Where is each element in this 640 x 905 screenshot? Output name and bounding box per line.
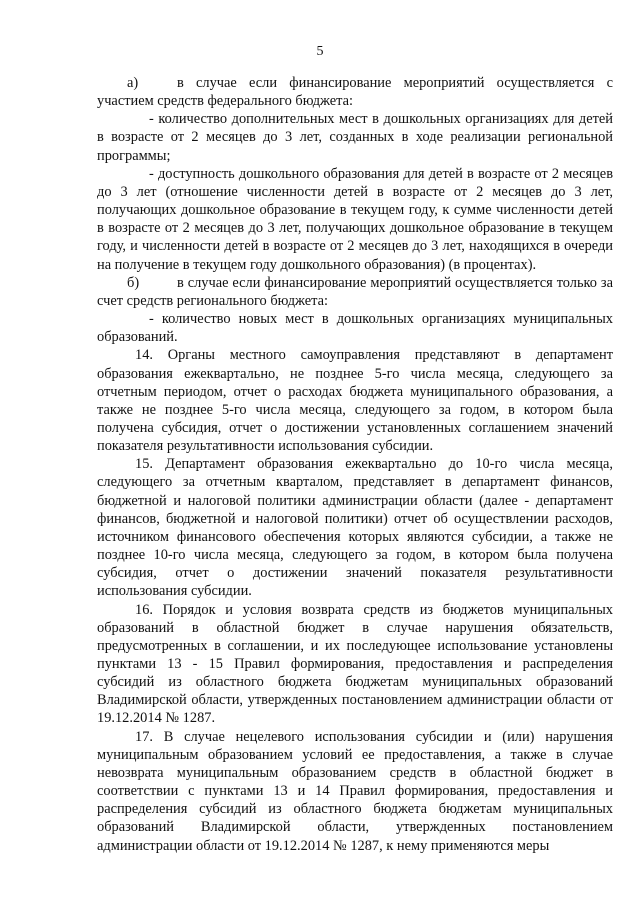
paragraph-text: в случае если финансирование мероприятий осуществляется с участием средств федерального бюджета: [97,75,613,110]
paragraph-text: в случае если финансирование мероприятий осуществляется только за счет средств регионального бюджета: [97,274,613,309]
paragraph-dash-item: - доступность дошкольного образования для детей в возрасте от 2 месяцев до 3 лет (отношение численности детей в возрасте от 2 месяцев до 3 лет, получающих дошкольное образование в текущем году, к сумме численности детей в возрасте от 2 месяцев до 3 лет, получающих дошкольное образование в текущем году, и численности детей в возрасте от 2 месяцев до 3 лет, находящихся в очереди на получение в текущем году дошкольного образования) (в процентах). [97,165,613,273]
document-body [97,74,613,855]
paragraph-a [97,74,613,110]
paragraph-b [97,274,613,310]
paragraph-dash-item: - количество новых мест в дошкольных организациях муниципальных образований. [97,311,613,346]
paragraph-17: 17. В случае нецелевого использования субсидии и (или) нарушения муниципальным образованием условий ее предоставления, а также в случае невозврата муниципальным образованием средств в областной бюджет в соответствии с пунктами 13 и 14 Правил формирования, предоставления и распределения субсидий из областного бюджета бюджетам муниципальных образований Владимирской области, утвержденных постановлением администрации области от 19.12.2014 № 1287, к нему применяются меры [97,728,613,854]
paragraph-15: 15. Департамент образования ежеквартально до 10-го числа месяца, следующего за отчетным кварталом, представляет в департамент финансов, бюджетной и налоговой политики администрации области (далее - департамент финансов, бюджетной и налоговой политики) отчет об осуществлении расходов, источником финансового обеспечения которых являются субсидии, а также не позднее 10-го числа месяца, следующего за годом, в котором была получена субсидия, отчет о достижении значений показателя результативности использования субсидии. [97,456,613,600]
paragraph-16: 16. Порядок и условия возврата средств из бюджетов муниципальных образований в областной бюджет в случае нарушения обязательств, предусмотренных в соглашении, и их последующее использование установлены пунктами 13 - 15 Правил формирования, предоставления и распределения субсидий из областного бюджета бюджетам муниципальных образований Владимирской области, утвержденных постановлением администрации области от 19.12.2014 № 1287. [97,601,613,727]
paragraph-label: б) [127,274,140,291]
paragraph-dash-item: - количество дополнительных мест в дошкольных организациях для детей в возрасте от 2 месяцев до 3 лет, созданных в ходе реализации региональной программы; [97,111,613,164]
paragraph-label: а) [127,75,139,91]
page-number: 5 [316,44,324,59]
paragraph-14: 14. Органы местного самоуправления представляют в департамент образования ежеквартально, не позднее 5-го числа месяца, следующего за отчетным периодом, отчет о расходах бюджета муниципального образования, а также не позднее 5-го числа месяца, следующего за годом, в котором была получена субсидия, отчет о достижении установленных соглашением значений показателя результативности использования субсидии. [97,347,613,455]
